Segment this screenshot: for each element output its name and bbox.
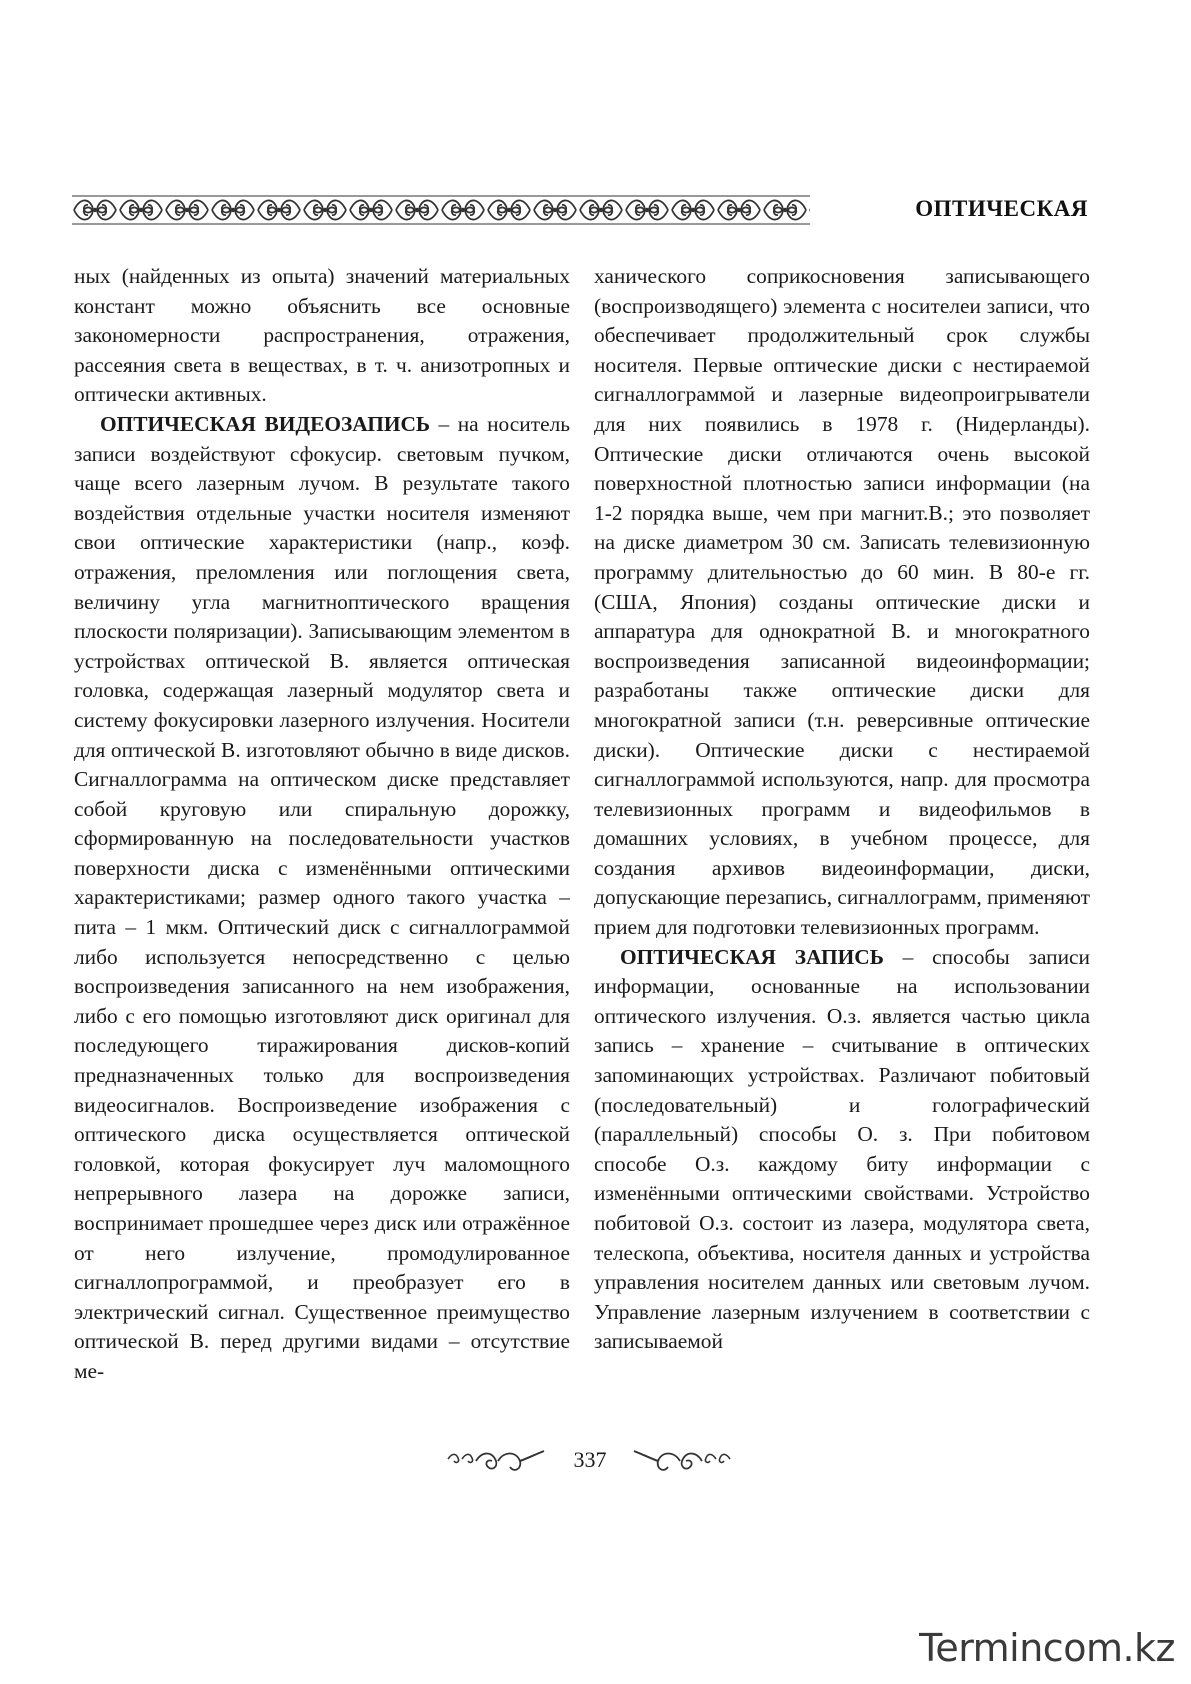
entry-term: ОПТИЧЕСКАЯ ЗАПИСЬ (620, 944, 884, 969)
ornamental-border-icon (72, 192, 810, 228)
running-head: ОПТИЧЕСКАЯ (915, 196, 1088, 221)
page-header (72, 192, 1088, 228)
paragraph: ханического соприкосновения записывающего (воспроизводящего) элемента с носителеи записи, что обеспечивает продолжительный срок службы носителя. Первые оптические диски с нестираемой сигналлограммой и лазерные видеопроигрыватели для них появились в 1978 г. (Нидерланды). Оптические диски отличаются очень высокой поверхностной плотностью записи информации (на 1-2 порядка выше, чем при магнит.В.; это позволяет на диске диаметром 30 см. Записать телевизионную программу длительностью до 60 мин. В 80-е гг. (США, Япония) созданы оптические диски и аппаратура для однократной В. и многократного воспроизведения записанной видеоинформации; разработаны также оптические диски для многократной записи (т.н. реверсивные оптические диски). Оптические диски с нестираемой сигналлограммой используются, напр. для просмотра телевизионных программ и видеофильмов в домашних условиях, в учебном процессе, для создания архивов видеоинформации, диски, допускающие перезапись, сигналлограмм, применяют прием для подготовки телевизионных программ. (594, 264, 1090, 940)
entry-paragraph (594, 943, 1090, 1357)
page-number: 337 (573, 1447, 607, 1472)
text-column-left (74, 262, 570, 1387)
entry-paragraph (74, 410, 570, 1387)
page-footer (0, 1445, 1191, 1479)
entry-text: – способы записи информации, основанные на использовании оптического излучения. О.з. является частью цикла запись – хранение – считывание в оптических запоминающих устройствах. Различают побитовый (последовательный) и голографический (параллельный) способы О. з. При побитовом способе О.з. каждому биту информации с изменёнными оптическими свойствами. Устройство побитовой О.з. состоит из лазера, модулятора света, телескопа, объектива, носителя данных и устройства управления носителем данных или световым лучом. Управление лазерным излучением в соответствии с записываемой (594, 944, 1090, 1354)
text-column-right (594, 262, 1090, 1357)
entry-term: ОПТИЧЕСКАЯ ВИДЕОЗАПИСЬ (100, 411, 431, 436)
flourish-icon (446, 1449, 546, 1480)
paragraph: ных (найденных из опыта) значений материальных констант можно объяснить все основные закономерности распространения, отражения, рассеяния света в веществах, в т. ч. анизотропных и оптически активных. (74, 264, 570, 407)
site-watermark: Termincom.kz (919, 1626, 1175, 1670)
flourish-icon (632, 1449, 732, 1480)
entry-text: – на носитель записи воздействуют сфокусир. световым пучком, чаще всего лазерным лучом. В результате такого воздействия отдельные участки носителя изменяют свои оптические характеристики (напр., коэф. отражения, преломления или поглощения света, величину угла магнитноптического вращения плоскости поляризации). Записывающим элементом в устройствах оптической В. является оптическая головка, содержащая лазерный модулятор света и систему фокусировки лазерного излучения. Носители для оптической В. изготовляют обычно в виде дисков. Сигналлограмма на оптическом диске представляет собой круговую или спиральную дорожку, сформированную на последовательности участков поверхности диска с изменёнными оптическими характеристиками; размер одного такого участка – пита – 1 мкм. Оптический диск с сигналлограммой либо используется непосредственно с целью воспроизведения записанного на нем изображения, либо с его помощью изготовляют диск оригинал для последующего тиражирования дисков-копий предназначенных только для воспроизведения видеосигналов. Воспроизведение изображения с оптического диска осуществляется оптической головкой, которая фокусирует луч маломощного непрерывного лазера на дорожке записи, воспринимает прошедшее через диск или отражённое от него излучение, промодулированное сигналлопрограммой, и преобразует его в электрический сигнал. Существенное преимущество оптической В. перед другими видами – отсутствие ме- (74, 411, 570, 1383)
